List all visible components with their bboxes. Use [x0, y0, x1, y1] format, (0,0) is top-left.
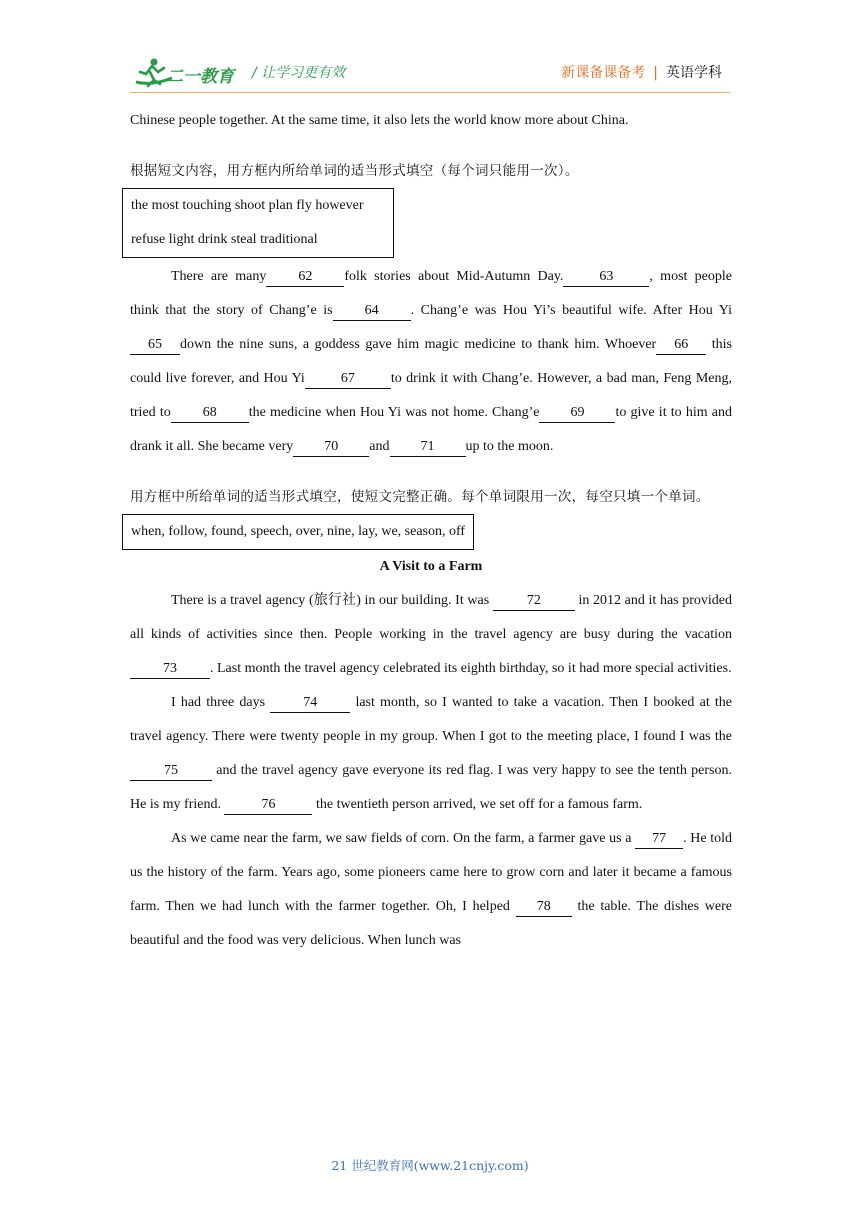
section2-paragraph-1: There is a travel agency (旅行社) in our building. It was 72 in 2012 and it has provided all kinds of activities since then. People working in the travel agency are busy during the vacation 73 . Last month the travel agency celebrated its eighth birthday, so it had more special activities.	[130, 584, 732, 686]
section2-instruction: 用方框中所给单词的适当形式填空，使短文完整正确。每个单词限用一次，每空只填一个单词。	[130, 489, 710, 505]
page-footer: 21 世纪教育网(www.21cnjy.com)	[331, 1158, 529, 1173]
section1-box-line1: the most touching shoot plan fly however	[131, 198, 364, 213]
section1-word-box	[122, 188, 394, 258]
document-body	[130, 104, 732, 958]
section1-passage: There are many 62 folk stories about Mid-Autumn Day. 63 , most people think that the story of Chang’e is 64 . Chang’e was Hou Yi’s beautiful wife. After Hou Yi 65 down the nine suns, a goddess gave him magic medicine to thank him. Whoever 66 this could live forever, and Hou Yi 67 to drink it with Chang’e. However, a bad man, Feng Meng, tried to 68 the medicine when Hou Yi was not home. Chang’e 69 to give it to him and drank it all. She became very 70 and 71 up to the moon.	[130, 260, 732, 464]
blank-78[interactable]: 78	[516, 898, 572, 917]
blank-71[interactable]: 71	[390, 438, 466, 457]
blank-76[interactable]: 76	[224, 796, 312, 815]
blank-77[interactable]: 77	[635, 830, 683, 849]
blank-72[interactable]: 72	[493, 592, 575, 611]
blank-66[interactable]: 66	[656, 336, 706, 355]
blank-69[interactable]: 69	[539, 404, 615, 423]
blank-63[interactable]: 63	[563, 268, 649, 287]
header-course-label: 新课备课备考	[561, 65, 646, 81]
header-separator: |	[653, 65, 658, 81]
logo-text: 二一教育	[166, 67, 234, 87]
header-right	[561, 62, 722, 82]
section2-word-box: when, follow, found, speech, over, nine, lay, we, season, off	[122, 514, 474, 550]
passage-title: A Visit to a Farm	[379, 559, 483, 574]
section1-box-line2: refuse light drink steal traditional	[131, 232, 318, 247]
blank-75[interactable]: 75	[130, 762, 212, 781]
intro-line: Chinese people together. At the same time, it also lets the world know more about China.	[130, 113, 629, 128]
blank-68[interactable]: 68	[171, 404, 249, 423]
header-subject-label: 英语学科	[666, 65, 722, 81]
section2-paragraph-2: I had three days 74 last month, so I wanted to take a vacation. Then I booked at the travel agency. There were twenty people in my group. When I got to the meeting place, I found I was the 75 and the travel agency gave everyone its red flag. I was very happy to see the tenth person. He is my friend. 76 the twentieth person arrived, we set off for a famous farm.	[130, 686, 732, 822]
logo-icon	[132, 56, 242, 90]
blank-64[interactable]: 64	[333, 302, 411, 321]
blank-74[interactable]: 74	[270, 694, 350, 713]
blank-62[interactable]: 62	[266, 268, 344, 287]
section2-paragraph-3: As we came near the farm, we saw fields of corn. On the farm, a farmer gave us a 77 . He told us the history of the farm. Years ago, some pioneers came here to grow corn and later it became a famous farm. Then we had lunch with the farmer together. Oh, I helped 78 the table. The dishes were beautiful and the food was very delicious. When lunch was	[130, 831, 733, 948]
section1-instruction: 根据短文内容，用方框内所给单词的适当形式填空（每个词只能用一次）。	[130, 163, 579, 179]
page-header	[0, 0, 860, 100]
header-slogan: / 让学习更有效	[252, 65, 346, 81]
blank-73[interactable]: 73	[130, 660, 210, 679]
blank-67[interactable]: 67	[305, 370, 391, 389]
blank-65[interactable]: 65	[130, 336, 180, 355]
header-divider	[130, 92, 730, 93]
blank-70[interactable]: 70	[293, 438, 369, 457]
